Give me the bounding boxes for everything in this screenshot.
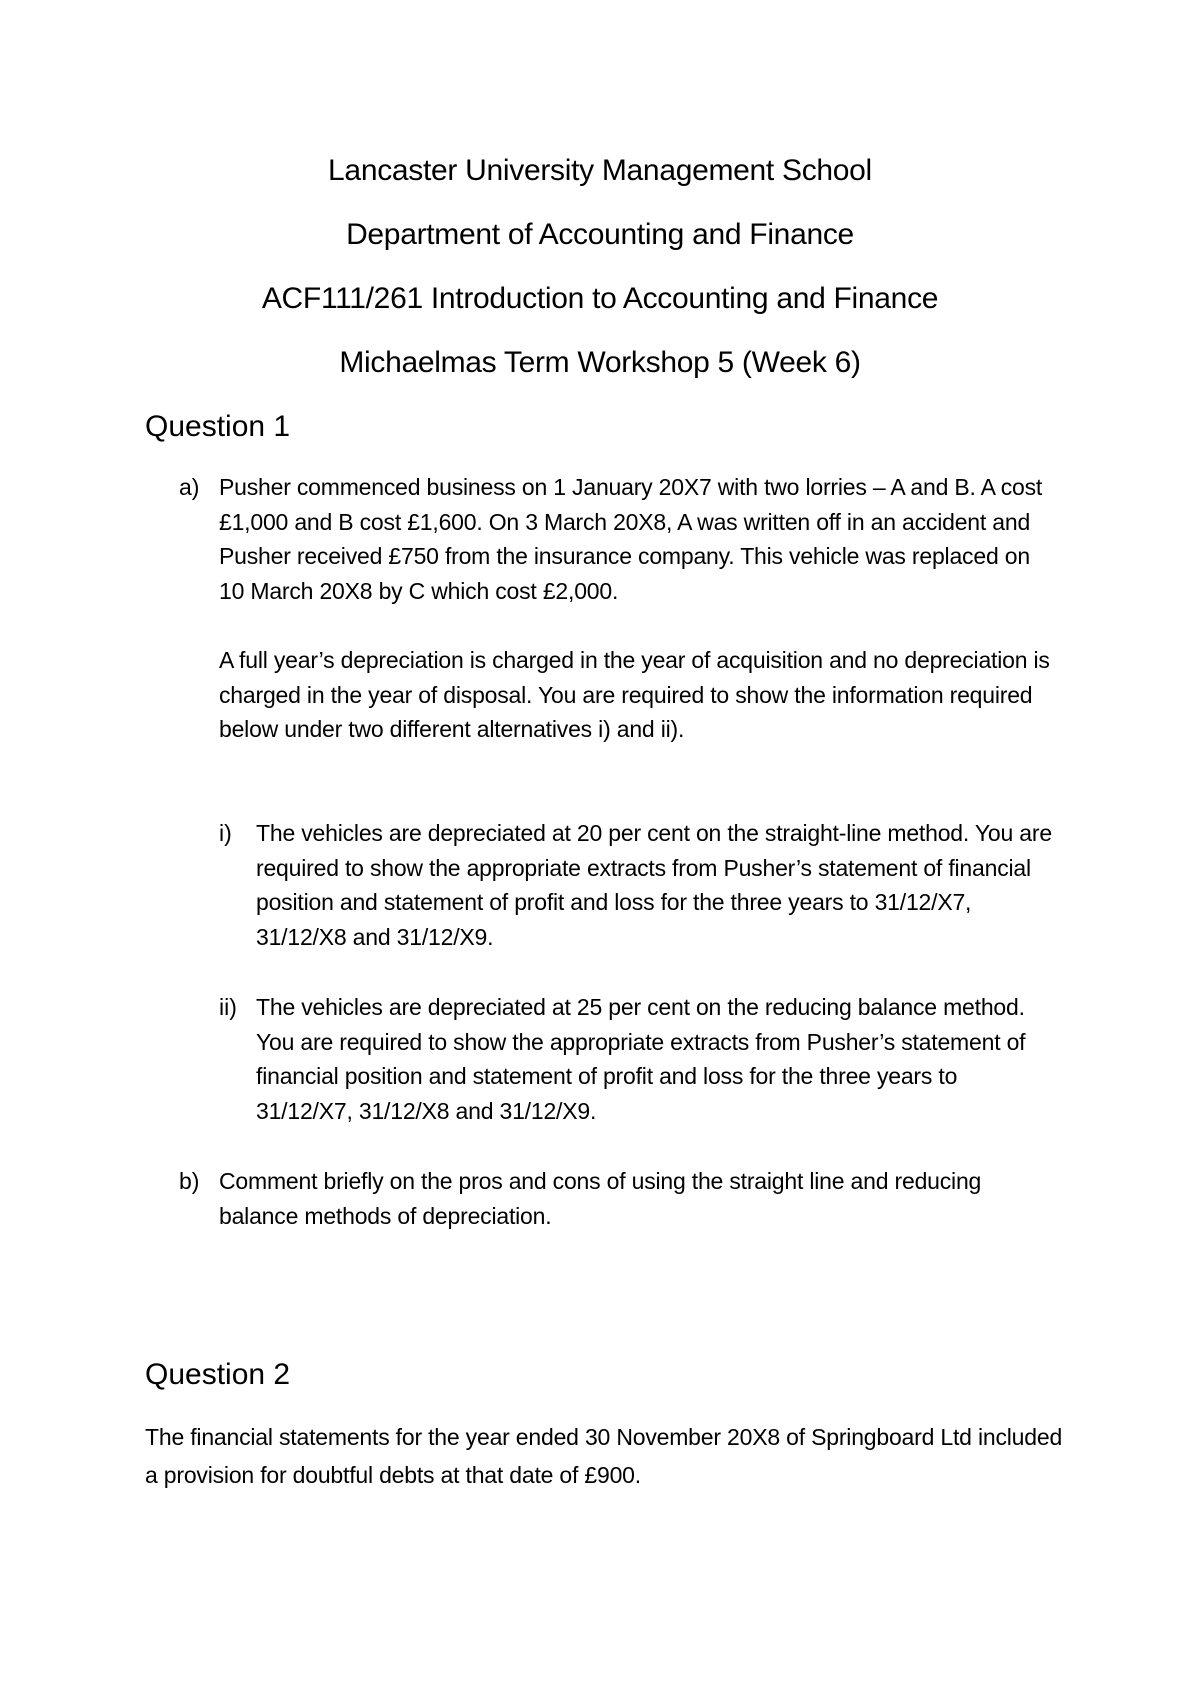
sub-i-text: The vehicles are depreciated at 20 per cent on the straight-line method. You are required to show the appropriate extracts from Pusher’s statement of financial position and statement of profit and loss for the three years to 31/12/X7, 31/12/X8 and 31/12/X9.: [256, 820, 1052, 950]
sub-ii-text: The vehicles are depreciated at 25 per cent on the reducing balance method. You are required to show the appropriate extracts from Pusher’s statement of financial position and statement of profit and loss for the three years to 31/12/X7, 31/12/X8 and 31/12/X9.: [256, 994, 1026, 1124]
workshop-title: Michaelmas Term Workshop 5 (Week 6): [339, 346, 861, 379]
institution-title: Lancaster University Management School: [328, 154, 872, 187]
course-title: ACF111/261 Introduction to Accounting and Finance: [261, 282, 939, 315]
question-1-title: Question 1: [145, 410, 291, 443]
part-a-paragraph-2: A full year’s depreciation is charged in the year of acquisition and no depreciation is charged in the year of disposal. You are required to show the information required below under two different alternatives i) and ii).: [219, 647, 1050, 742]
part-a-marker: a): [179, 474, 200, 500]
question-2-text: The financial statements for the year ended 30 November 20X8 of Springboard Ltd included a provision for doubtful debts at that date of £900.: [145, 1424, 1063, 1488]
department-title: Department of Accounting and Finance: [346, 218, 854, 251]
sub-i-marker: i): [219, 820, 232, 846]
part-b-text: Comment briefly on the pros and cons of using the straight line and reducing balance methods of depreciation.: [219, 1168, 982, 1229]
part-b-marker: b): [179, 1168, 200, 1194]
part-a-paragraph-1: Pusher commenced business on 1 January 20X7 with two lorries – A and B. A cost £1,000 and B cost £1,600. On 3 March 20X8, A was written off in an accident and Pusher received £750 from the insurance company. This vehicle was replaced on 10 March 20X8 by C which cost £2,000.: [219, 474, 1043, 604]
question-2-title: Question 2: [145, 1358, 291, 1391]
sub-ii-marker: ii): [219, 994, 237, 1020]
